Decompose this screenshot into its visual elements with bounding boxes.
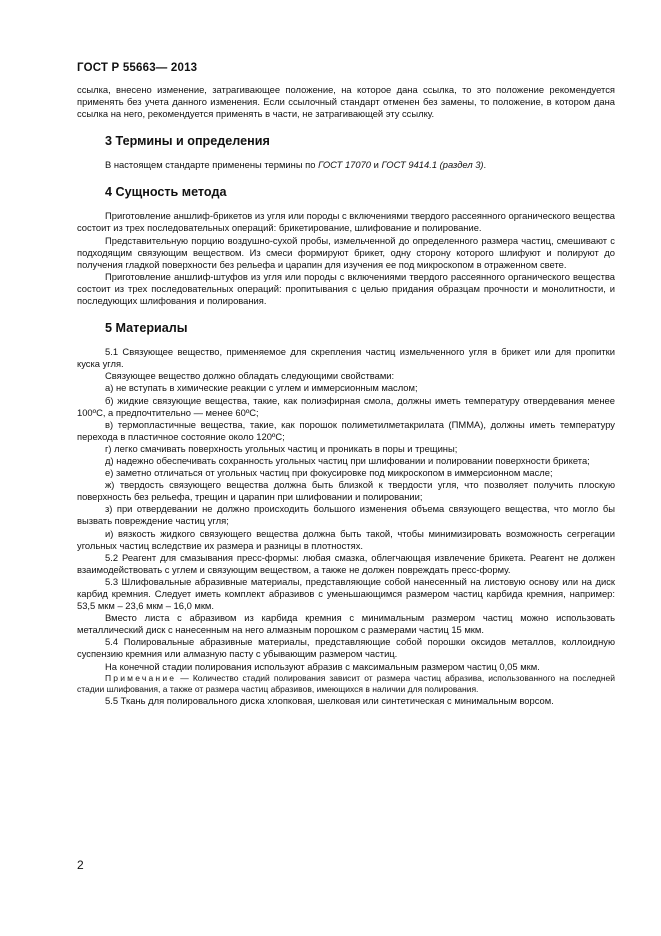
section-5-paragraph: Вместо листа с абразивом из карбида кремния с минимальным размером частиц можно использовать металлический диск с нанесенным на него алмазным порошком с размерами частиц 15 мкм. [77, 612, 615, 636]
list-item: з) при отвердевании не должно происходить большого изменения объема связующего вещества, что могло бы вызвать повреждение частиц угля; [77, 503, 615, 527]
reference-gost-17070: ГОСТ 17070 [318, 159, 372, 171]
text-span: . [483, 159, 487, 171]
section-3-title: 3 Термины и определения [105, 134, 270, 149]
standard-header: ГОСТ Р 55663— 2013 [77, 62, 198, 74]
section-4-paragraph: Приготовление аншлиф-брикетов из угля или породы с включениями твердого рассеянного органического вещества состоит из трех последовательных операций: брикетирование, шлифование и полирование. [77, 210, 615, 234]
section-5-paragraph: 5.1 Связующее вещество, применяемое для скрепления частиц измельченного угля в брикет или для пропитки куска угля. [77, 346, 615, 370]
note-text: — Количество стадий полирования зависит от размера частиц абразива, использованного на последней стадии шлифования, а также от размера частиц абразивов, имеющихся в наличии для полирования. [77, 672, 615, 694]
section-5-paragraph: 5.5 Ткань для полировального диска хлопковая, шелковая или синтетическая с минимальным ворсом. [105, 694, 554, 706]
text-span: и [371, 159, 382, 171]
list-item: а) не вступать в химические реакции с углем и иммерсионным маслом; [105, 382, 418, 394]
section-4-paragraph: Приготовление аншлиф-штуфов из угля или породы с включениями твердого рассеянного органического вещества состоит из трех последовательных операций: пропитывания с целью придания образцам прочности и монолитности, и последующих шлифования и полирования. [77, 270, 615, 307]
section-5-paragraph: 5.2 Реагент для смазывания пресс-формы: любая смазка, облегчающая извлечение брикета. Реагент не должен взаимодействовать с углем и связующим веществом, а также не должен повреждать пресс-форму. [77, 551, 615, 575]
list-item: е) заметно отличаться от угольных частиц при фокусировке под микроскопом в иммерсионном масле; [105, 467, 553, 479]
section-5-title: 5 Материалы [105, 321, 188, 336]
section-5-paragraph: Связующее вещество должно обладать следующими свойствами: [105, 370, 395, 382]
page-content [77, 84, 615, 707]
section-5-paragraph: 5.4 Полировальные абразивные материалы, представляющие собой порошки оксидов металлов, коллоидную суспензию кремния или алмазную пасту с убывающим размером частиц. [77, 636, 615, 660]
reference-gost-9414: ГОСТ 9414.1 (раздел 3) [381, 159, 484, 171]
list-item: ж) твердость связующего вещества должна быть близкой к твердости угля, что позволяет получить плоскую поверхность без рельефа, трещин и царапин при шлифовании и полировании; [77, 479, 615, 503]
section-4-title: 4 Сущность метода [105, 185, 227, 200]
list-item: г) легко смачивать поверхность угольных частиц и проникать в поры и трещины; [105, 442, 458, 454]
note-label: Примечание [105, 672, 177, 683]
page-number: 2 [77, 858, 84, 872]
list-item: б) жидкие связующие вещества, такие, как полиэфирная смола, должны иметь температуру отвердевания менее 100ºС, а предпочтительно — менее 60ºС; [77, 394, 615, 418]
list-item: в) термопластичные вещества, такие, как порошок полиметилметакрилата (ПММА), должны иметь температуру перехода в пластичное состояние около 120ºС; [77, 418, 615, 442]
intro-paragraph: ссылка, внесено изменение, затрагивающее положение, на которое дана ссылка, то это положение рекомендуется применять без учета данного изменения. Если ссылочный стандарт отменен без замены, то положение, в котором дана ссылка на него, рекомендуется применять в части, не затрагивающей эту ссылку. [77, 84, 615, 120]
note [77, 673, 615, 695]
section-4-paragraph: Представительную порцию воздушно-сухой пробы, измельченной до определенного размера частиц, смешивают с подходящим связующим веществом. Из смеси формируют брикет, одну сторону которого шлифуют и полируют до получения гладкой поверхности без рельефа и царапин для изучения ее под микроскопом в отраженном свете. [77, 234, 615, 270]
section-3-paragraph [77, 159, 615, 171]
list-item: и) вязкость жидкого связующего вещества должна быть такой, чтобы минимизировать возможность сегрегации угольных частиц вследствие их размера и разницы в плотностях. [77, 527, 615, 551]
text-span: В настоящем стандарте применены термины по [105, 159, 319, 171]
section-5-paragraph: 5.3 Шлифовальные абразивные материалы, представляющие собой нанесенный на листовую основу или на диск карбид кремния. Следует иметь комплект абразивов с уменьшающимся размером частиц карбида кремния, например: 53,5 мкм – 23,6 мкм – 16,0 мкм. [77, 575, 615, 612]
list-item: д) надежно обеспечивать сохранность угольных частиц при шлифовании и полировании поверхности брикета; [105, 454, 590, 466]
section-5-paragraph: На конечной стадии полирования используют абразив с максимальным размером частиц 0,05 мкм. [105, 660, 540, 672]
